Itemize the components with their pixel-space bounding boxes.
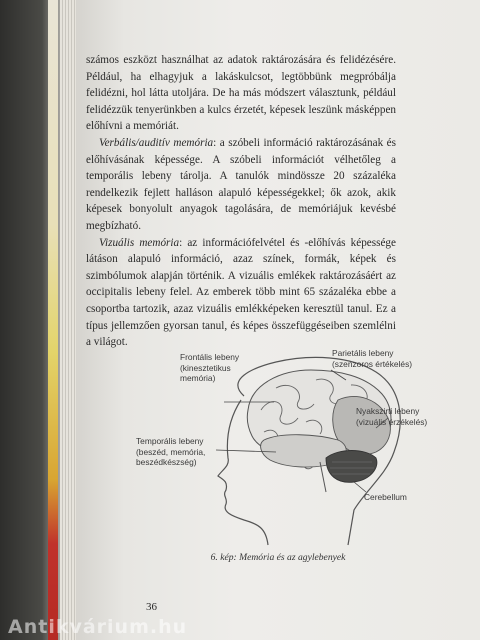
term-visual-memory: Vizuális memória [99, 236, 180, 249]
label-occipital-lobe: Nyakszirti lebeny (vizuális érzékelés) [356, 406, 428, 427]
cerebellum-region [326, 451, 377, 483]
paragraph-intro-text: számos eszközt használhat az adatok raktározására és felidézésére. Például, ha elhagyjuk a lakáskulcsot, legtöbbünk megpróbálja felidézni, hol látta utoljára. De ha más módszert választunk, például felidézzük tenyerünkben a kulcs érzetét, képesek leszünk másképpen előhívni a memóriát. [86, 54, 396, 133]
page-number: 36 [146, 601, 157, 613]
brain-figure [76, 340, 480, 570]
watermark: Antikvárium.hu [8, 616, 188, 638]
paragraph-intro [86, 52, 396, 135]
paragraph-verbal-memory-text: : a szóbeli információ raktározásának és előhívásának képessége. A szóbeli információt vélhetőleg a temporális lebeny tárolja. A tanulók mindössze 20 százaléka rendelkezik fejlett halláson alapuló képességekkel; ők azok, akik képesek bonyolult anyagok tagolására, de memóriájuk kevésbé megbízható. [86, 136, 397, 232]
cover-color-strip [48, 0, 58, 640]
label-parietal-lobe: Parietális lebeny (szenzoros értékelés) [332, 348, 413, 369]
label-cerebellum: Cerebellum [364, 492, 407, 502]
paragraph-visual-memory-text: : az információfelvétel és -előhívás képessége látáson alapuló információ, azaz színek, formák, képek és szimbólumok alapján történik. A vizuális emlékek raktározásáért az occipitalis lebeny felel. Az emberek több mint 65 százaléka ebbe a csoportba tartozik, azaz vizuális emlékképeken keresztül tanul. Ez a típus jellemzően gyorsan tanul, és képes összefüggéseiben szemlélni a világot. [86, 236, 396, 349]
brain-stem [320, 462, 326, 492]
paragraph-verbal-memory [86, 135, 396, 235]
figure-caption: 6. kép: Memória és az agylebenyek [210, 552, 346, 563]
label-frontal-lobe: Frontális lebeny (kinesztetikus memória) [180, 352, 240, 383]
body-text [86, 52, 396, 351]
label-temporal-lobe: Temporális lebeny (beszéd, memória, beszédkészség) [136, 436, 206, 467]
term-verbal-memory: Verbális/auditív memória [99, 136, 214, 149]
paragraph-visual-memory [86, 235, 396, 351]
